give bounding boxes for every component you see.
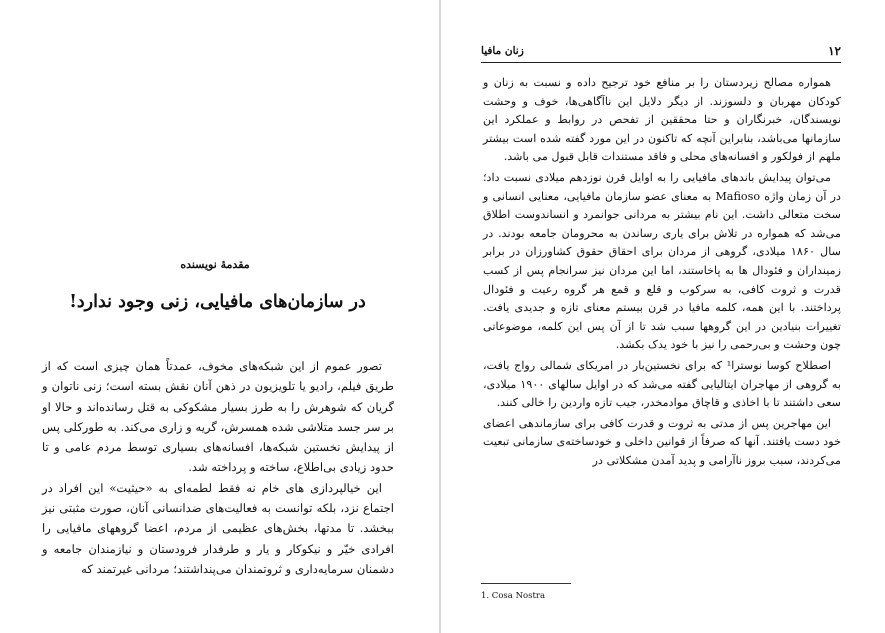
paragraph: اصطلاح کوسا نوسترا¹ که برای نخستین‌بار در امریکای شمالی رواج یافت، به گروهی از مهاجران ایتالیایی گفته می‌شد که در اوایل سالهای ۱۹۰۰ میلادی، سعی داشتند تا با اخاذی و قاچاق موادمخدر، جیب تازه واردین را خالی کنند. (483, 358, 842, 410)
footnote: 1. Cosa Nostra (481, 591, 546, 601)
running-header (481, 44, 841, 63)
running-title: زنان مافیا (481, 45, 524, 57)
right-body-text (483, 74, 841, 470)
left-body-text (42, 356, 394, 579)
paragraph: این مهاجرین پس از مدتی به ثروت و قدرت کافی برای سازماندهی اعضای خود دست یافتند. آنها که صرفاً از قوانین داخلی و خودساخته‌ی سازمانی تبعیت می‌کردند، سبب بروز ناآرامی و پدید آمدن مشکلاتی در (483, 416, 841, 467)
paragraph: تصور عموم از این شبکه‌های مخوف، عمدتاً همان چیزی است که از طریق فیلم، رادیو یا تلویزیون در ذهن آنان نقش بسته است؛ زنی ناتوان و گریان که شوهرش را به طرز بسیار مشکوکی به قتل رسانده‌اند و حالا او بر سر جسد متلاشی شده همسرش، گریه و زاری می‌کند. به طورکلی پس از پیدایش نخستین شبکه‌ها، افسانه‌های بسیاری توسط مردم عامی و تا حدود زیادی بی‌اطلاع، ساخته و پرداخته شد. (42, 359, 394, 475)
paragraph: می‌توان پیدایش باندهای مافیایی را به اوایل قرن نوزدهم میلادی نسبت داد؛ در آن زمان واژه Mafioso به معنای عضو سازمان مافیایی، معنایی انسانی و سخت متعالی داشت. این نام بیشتر به مردانی جوانمرد و انساندوست اطلاق می‌شد که همواره در تلاش برای یاری رساندن به محرومان جامعه بودند. در سال ۱۸۶۰ میلادی، گروهی از مردان برای احقاق حقوق کشاورزان در برابر زمینداران و فئودال ها به پاخاستند، اما این مردان نیز سرانجام پس از کسب قدرت و ثروت کافی، به سرکوب و قلع و قمع هر گروه رعیت و فئودال پرداختند. با این همه، کلمه مافیا در قرن بیستم معنای تازه و جدیدی یافت. تغییرات بنیادین در این گروهها سبب شد تا از آن پس این کلمه، موضوعاتی چون وحشت و بی‌رحمی را نیز با خود یدک بکشد. (483, 170, 841, 352)
right-page (441, 0, 885, 633)
chapter-title: در سازمان‌های مافیایی، زنی وجود ندارد! (69, 292, 366, 312)
page-number: ۱۲ (828, 44, 841, 58)
section-label: مقدمهٔ نویسنده (180, 258, 250, 271)
left-page (0, 0, 438, 633)
paragraph: همواره مصالح زیردستان را بر منافع خود ترجیح داده و نسبت به زنان و کودکان مهربان و دلسوزند. از دیگر دلایل این ناآگاهی‌ها، خوف و وحشت نویسندگان، خبرنگاران و حتا محققین از تفحص در روابط و عملکرد این سازمانها می‌باشد، بنابراین آنچه که تاکنون در این مورد گفته شده است بیشتر ملهم از فولکور و افسانه‌های محلی و فاقد مستندات قابل قبول می باشد. (483, 76, 841, 164)
paragraph: این خیالپردازی های خام نه فقط لطمه‌ای به «حیثیت» این افراد در اجتماع نزد، بلکه توانست به فعالیت‌های ضدانسانی آنان، صورت مثبتی نیز ببخشد. تا مدتها، بخش‌های عظیمی از مردم، اعضا گروههای مافیایی را افرادی خیّر و نیکوکار و یار و طرفدار فرودستان و نیازمندان جامعه و دشمنان سرمایه‌داری و ثروتمندان می‌پنداشتند؛ مردانی غیرتمند که (42, 480, 394, 576)
footnote-rule (481, 583, 571, 584)
